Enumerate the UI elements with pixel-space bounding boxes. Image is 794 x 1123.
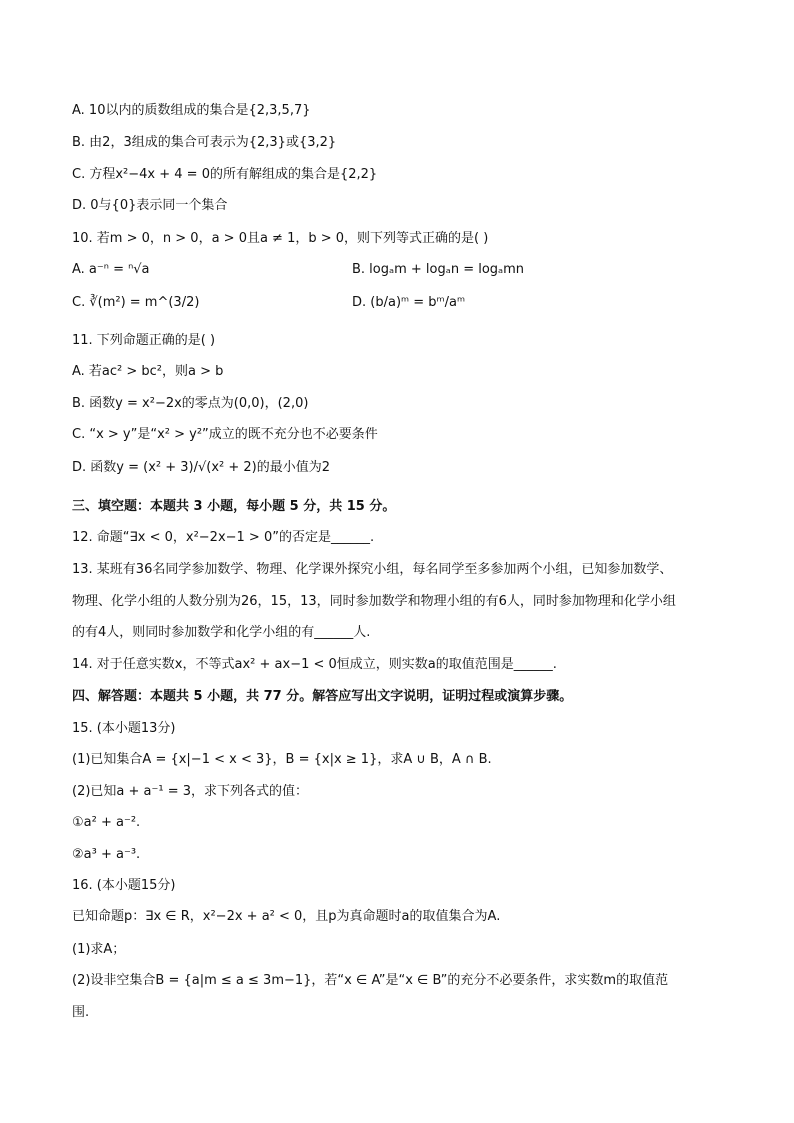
text-line: (1)求A； [72,942,126,957]
text-line: 围. [72,1005,90,1020]
text-line: B. 由2，3组成的集合可表示为{2,3}或{3,2} [72,135,337,150]
text-line: C. 方程x²−4x + 4 = 0的所有解组成的集合是{2,2} [72,167,378,182]
text-line: C. “x > y”是“x² > y²”成立的既不充分也不必要条件 [72,427,378,442]
text-line: B. 函数y = x²−2x的零点为(0,0)，(2,0) [72,396,309,411]
text-line: 13. 某班有36名同学参加数学、物理、化学课外探究小组，每名同学至多参加两个小组，已知参加数学、 [72,562,673,577]
text-line: C. ∛(m²) = m^(3/2) [72,295,200,310]
option-right: B. logₐm + logₐn = logₐmn [352,262,525,277]
text-line: D. 函数y = (x² + 3)/√(x² + 2)的最小值为2 [72,460,331,475]
text-line: (2)设非空集合B = {a|m ≤ a ≤ 3m−1}，若“x ∈ A”是“x ∈ B”的充分不必要条件，求实数m的取值范 [72,973,669,988]
text-line: 的有4人，则同时参加数学和化学小组的有______人. [72,625,371,640]
text-line: 15. (本小题13分) [72,721,176,736]
text-line: A. 若ac² > bc²，则a > b [72,364,224,379]
text-line: A. a⁻ⁿ = ⁿ√a [72,262,150,277]
text-line: 12. 命题“∃x < 0，x²−2x−1 > 0”的否定是______. [72,530,375,545]
text-line: 已知命题p：∃x ∈ R，x²−2x + a² < 0，且p为真命题时a的取值集合为A. [72,909,501,924]
text-line: ②a³ + a⁻³. [72,847,141,862]
text-line: 14. 对于任意实数x，不等式ax² + ax−1 < 0恒成立，则实数a的取值范围是______. [72,657,557,672]
text-line: 10. 若m > 0，n > 0，a > 0且a ≠ 1，b > 0，则下列等式正确的是( ) [72,231,489,246]
text-line: 16. (本小题15分) [72,878,176,893]
text-line: (1)已知集合A = {x|−1 < x < 3}，B = {x|x ≥ 1}，求A ∪ B，A ∩ B. [72,752,492,767]
text-line: D. 0与{0}表示同一个集合 [72,198,228,213]
section-heading: 三、填空题：本题共 3 小题，每小题 5 分，共 15 分。 [72,499,396,514]
section-heading: 四、解答题：本题共 5 小题，共 77 分。解答应写出文字说明，证明过程或演算步骤。 [72,689,573,704]
text-line: (2)已知a + a⁻¹ = 3，求下列各式的值： [72,784,309,799]
text-line: ①a² + a⁻². [72,815,141,830]
option-right: D. (b/a)ᵐ = bᵐ/aᵐ [352,295,466,310]
text-line: 物理、化学小组的人数分别为26，15，13，同时参加数学和物理小组的有6人，同时参加物理和化学小组 [72,594,676,609]
text-line: 11. 下列命题正确的是( ) [72,333,216,348]
text-line: A. 10以内的质数组成的集合是{2,3,5,7} [72,103,311,118]
